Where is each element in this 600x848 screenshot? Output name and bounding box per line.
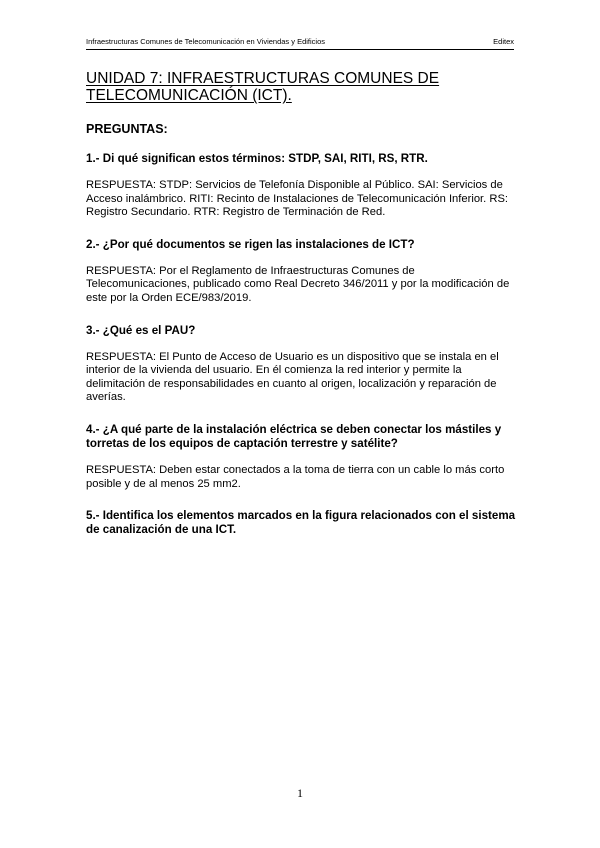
question-4: 4.- ¿A qué parte de la instalación eléctrica se deben conectar los mástiles y torretas de los equipos de captación terrestre y satélite? [86,422,502,450]
header-title: Infraestructuras Comunes de Telecomunicación en Viviendas y Edificios [86,37,326,46]
unit-title-line-2: TELECOMUNICACIÓN (ICT). [86,87,292,104]
page-number: 1 [297,786,303,800]
unit-title-line-1: UNIDAD 7: INFRAESTRUCTURAS COMUNES DE [86,70,440,87]
answer-1: RESPUESTA: STDP: Servicios de Telefonía Disponible al Público. SAI: Servicios de Acceso inalámbrico. RITI: Recinto de Instalaciones de Telecomunicación Inferior. RS: Registro Secundario. RTR: Registro de Terminación de Red. [86,179,509,219]
question-5: 5.- Identifica los elementos marcados en la figura relacionados con el sistema de canalización de una ICT. [86,509,516,537]
page-header [86,37,514,50]
header-publisher: Editex [493,37,514,46]
answer-2: RESPUESTA: Por el Reglamento de Infraestructuras Comunes de Telecomunicaciones, publicado como Real Decreto 346/2011 y por la modificación de este por la Orden ECE/983/2019. [86,264,510,304]
section-label: PREGUNTAS: [86,122,168,136]
answer-3: RESPUESTA: El Punto de Acceso de Usuario es un dispositivo que se instala en el interior de la vivienda del usuario. En él comienza la red interior y permite la delimitación de responsabilidades en cuanto al origen, localización y reparación de averías. [86,350,499,404]
question-3: 3.- ¿Qué es el PAU? [86,323,196,337]
answer-4: RESPUESTA: Deben estar conectados a la toma de tierra con un cable lo más corto posible y de al menos 25 mm2. [86,463,505,490]
document-body [86,70,518,537]
question-2: 2.- ¿Por qué documentos se rigen las instalaciones de ICT? [86,237,415,251]
unit-title [86,70,518,104]
question-1: 1.- Di qué significan estos términos: STDP, SAI, RITI, RS, RTR. [86,152,428,165]
